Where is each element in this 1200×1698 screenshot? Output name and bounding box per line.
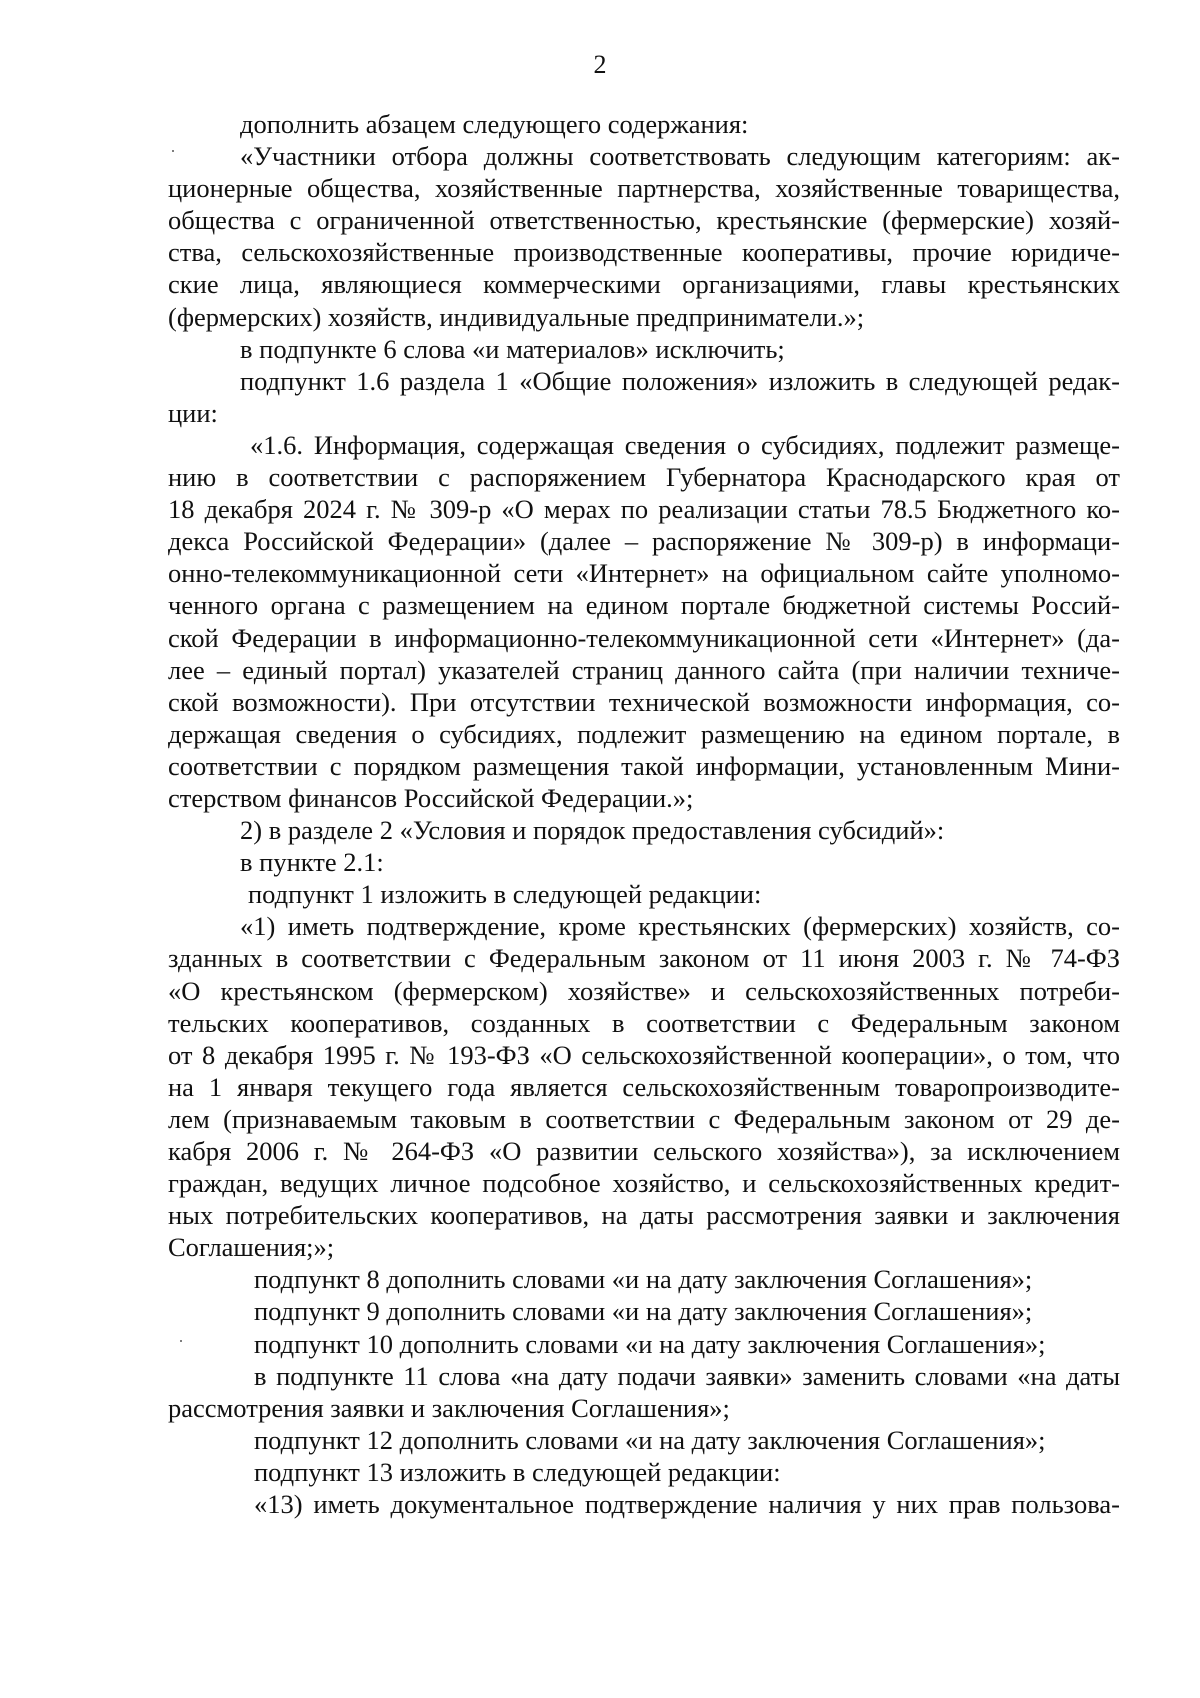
paragraph-line: «13) иметь документальное подтверждение наличия у них прав пользова- bbox=[254, 1489, 1120, 1520]
paragraph-line: лее – единый портал) указателей страниц данного сайта (при наличии техниче- bbox=[168, 654, 1120, 685]
paragraph-line: ской возможности). При отсутствии технической возможности информация, со- bbox=[168, 686, 1120, 717]
paragraph-line: декса Российской Федерации» (далее – распоряжение № 309-р) в информаци- bbox=[168, 526, 1120, 557]
paragraph-line: ства, сельскохозяйственные производственные кооперативы, прочие юридиче- bbox=[168, 237, 1120, 268]
paragraph-line: «1) иметь подтверждение, кроме крестьянских (фермерских) хозяйств, со- bbox=[240, 911, 1120, 942]
paragraph-line: на 1 января текущего года является сельскохозяйственным товаропроизводите- bbox=[168, 1071, 1120, 1102]
paragraph-line: рассмотрения заявки и заключения Соглашения»; bbox=[168, 1392, 730, 1423]
paragraph-line: подпункт 1 изложить в следующей редакции: bbox=[248, 879, 762, 910]
paragraph-line: соответствии с порядком размещения такой информации, установленным Мини- bbox=[168, 750, 1120, 781]
paragraph-line: в подпункте 11 слова «на дату подачи заявки» заменить словами «на даты bbox=[254, 1360, 1120, 1391]
paragraph-line: зданных в соответствии с Федеральным законом от 11 июня 2003 г. № 74-ФЗ bbox=[168, 943, 1120, 974]
paragraph-line: 18 декабря 2024 г. № 309-р «О мерах по реализации статьи 78.5 Бюджетного ко- bbox=[168, 494, 1120, 525]
paragraph-line: общества с ограниченной ответственностью, крестьянские (фермерские) хозяй- bbox=[168, 205, 1120, 236]
paragraph-line: Соглашения;»; bbox=[168, 1232, 335, 1263]
paragraph-line: онно-телекоммуникационной сети «Интернет» на официальном сайте уполномо- bbox=[168, 558, 1120, 589]
paragraph-line: лем (признаваемым таковым в соответствии с Федеральным законом от 29 де- bbox=[168, 1103, 1120, 1134]
paragraph-line: подпункт 13 изложить в следующей редакции: bbox=[254, 1456, 781, 1487]
paragraph-line: тельских кооперативов, созданных в соответствии с Федеральным законом bbox=[168, 1007, 1120, 1038]
paragraph-line: от 8 декабря 1995 г. № 193-ФЗ «О сельскохозяйственной кооперации», о том, что bbox=[168, 1039, 1120, 1070]
paragraph-line: подпункт 12 дополнить словами «и на дату заключения Соглашения»; bbox=[254, 1424, 1046, 1455]
paragraph-line: «Участники отбора должны соответствовать следующим категориям: ак- bbox=[240, 141, 1120, 172]
page-number: 2 bbox=[593, 50, 607, 79]
paragraph-line: в пункте 2.1: bbox=[240, 847, 384, 878]
paragraph-line: дополнить абзацем следующего содержания: bbox=[240, 109, 749, 139]
paragraph-line: подпункт 10 дополнить словами «и на дату заключения Соглашения»; bbox=[254, 1328, 1046, 1359]
paragraph-line: «1.6. Информация, содержащая сведения о субсидиях, подлежит размеще- bbox=[250, 429, 1120, 460]
paragraph-line: 2) в разделе 2 «Условия и порядок предоставления субсидий»: bbox=[240, 815, 945, 846]
paragraph-line: ных потребительских кооперативов, на даты рассмотрения заявки и заключения bbox=[168, 1200, 1120, 1231]
paragraph-line: подпункт 9 дополнить словами «и на дату заключения Соглашения»; bbox=[254, 1296, 1033, 1327]
paragraph-line: ские лица, являющиеся коммерческими организациями, главы крестьянских bbox=[168, 269, 1120, 300]
paragraph-line: кабря 2006 г. № 264-ФЗ «О развитии сельского хозяйства»), за исключением bbox=[168, 1136, 1120, 1166]
paragraph-line: ской Федерации в информационно-телекоммуникационной сети «Интернет» (да- bbox=[168, 622, 1120, 653]
paragraph-line: ционерные общества, хозяйственные партнерства, хозяйственные товарищества, bbox=[168, 173, 1120, 204]
document-body bbox=[168, 108, 1120, 1520]
paragraph-line: ции: bbox=[168, 397, 218, 428]
paragraph-line: «О крестьянском (фермерском) хозяйстве» и сельскохозяйственных потреби- bbox=[168, 975, 1120, 1006]
paragraph-line: в подпункте 6 слова «и материалов» исключить; bbox=[240, 333, 785, 364]
paragraph-line: подпункт 1.6 раздела 1 «Общие положения» изложить в следующей редак- bbox=[240, 365, 1120, 396]
paragraph-line: граждан, ведущих личное подсобное хозяйство, и сельскохозяйственных кредит- bbox=[168, 1168, 1120, 1199]
paragraph-line: ченного органа с размещением на едином портале бюджетной системы Россий- bbox=[168, 590, 1120, 621]
paragraph-line: держащая сведения о субсидиях, подлежит размещению на едином портале, в bbox=[168, 718, 1120, 749]
paragraph-line: нию в соответствии с распоряжением Губернатора Краснодарского края от bbox=[168, 462, 1120, 493]
paragraph-line: (фермерских) хозяйств, индивидуальные предприниматели.»; bbox=[168, 301, 865, 332]
paragraph-line: стерством финансов Российской Федерации.»; bbox=[168, 782, 694, 813]
paragraph-line: подпункт 8 дополнить словами «и на дату заключения Соглашения»; bbox=[254, 1264, 1033, 1295]
